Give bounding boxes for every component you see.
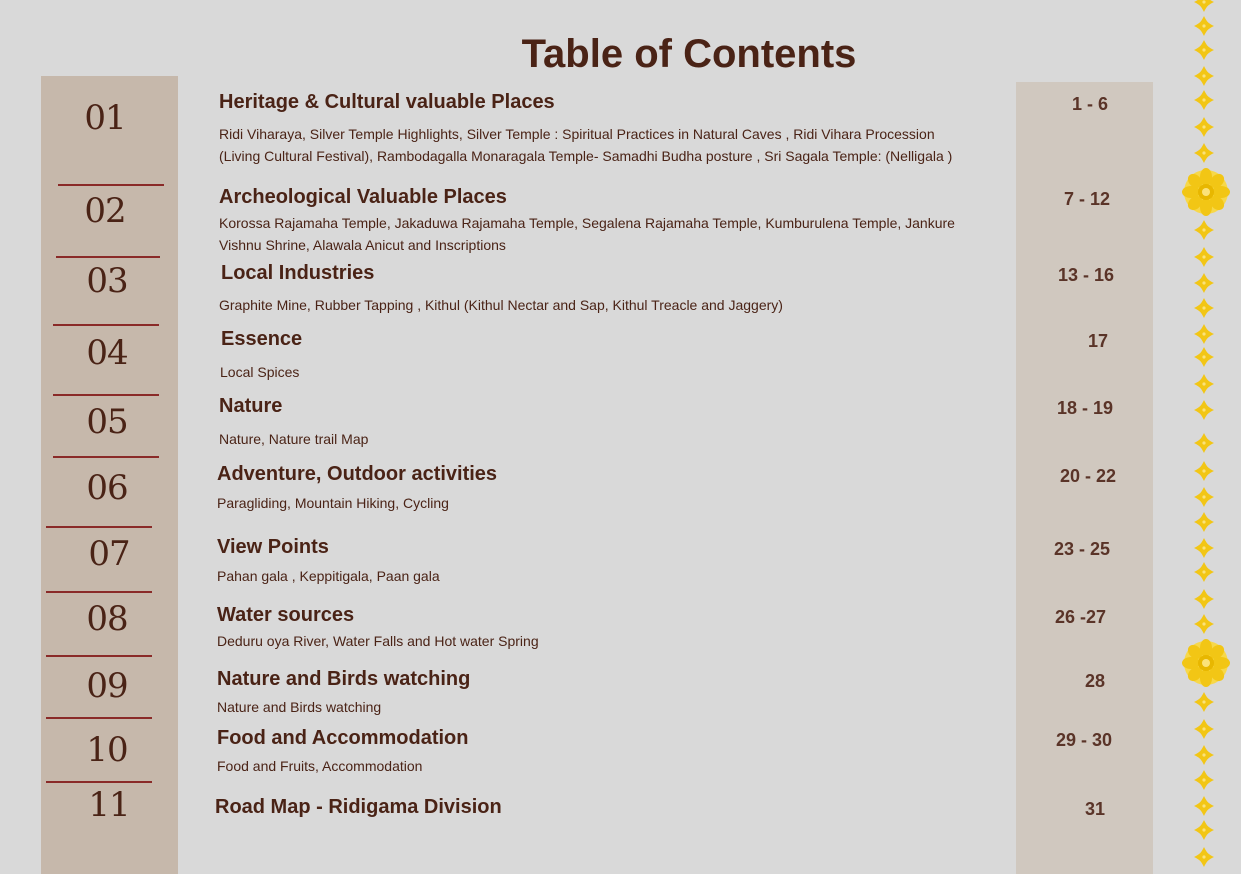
entry-description-01: Ridi Viharaya, Silver Temple Highlights, Silver Temple : Spiritual Practices in Natural Caves , Ridi Vihara Procession (Living Cultural Festival), Rambodagalla Monaragala Temple- Samadhi Budha posture , Sri Sagala Temple: (Nelligala ) bbox=[219, 126, 953, 164]
page-range-03: 13 - 16 bbox=[1058, 265, 1115, 285]
page-range-01: 1 - 6 bbox=[1072, 94, 1109, 114]
entry-title-01: Heritage & Cultural valuable Places bbox=[219, 91, 555, 113]
page-range-08: 26 -27 bbox=[1055, 607, 1107, 627]
entry-description-03: Graphite Mine, Rubber Tapping , Kithul (Kithul Nectar and Sap, Kithul Treacle and Jaggery) bbox=[219, 297, 783, 313]
page-range-09: 28 bbox=[1085, 671, 1106, 691]
page-range-04: 17 bbox=[1088, 331, 1109, 351]
entry-title-05: Nature bbox=[219, 395, 283, 417]
entry-description-04: Local Spices bbox=[220, 364, 300, 380]
section-number-06: 06 bbox=[86, 468, 128, 508]
page-range-02: 7 - 12 bbox=[1064, 189, 1111, 209]
section-number-05: 05 bbox=[86, 402, 128, 442]
entry-title-04: Essence bbox=[221, 328, 303, 350]
section-number-04: 04 bbox=[86, 333, 128, 373]
divider bbox=[53, 394, 159, 396]
divider bbox=[56, 256, 160, 258]
divider bbox=[53, 456, 159, 458]
section-number-02: 02 bbox=[84, 191, 126, 231]
section-number-03: 03 bbox=[86, 261, 128, 301]
section-number-09: 09 bbox=[86, 666, 128, 706]
entry-description-09: Nature and Birds watching bbox=[217, 699, 382, 715]
entry-title-10: Food and Accommodation bbox=[217, 727, 469, 749]
entry-description-07: Pahan gala , Keppitigala, Paan gala bbox=[217, 568, 440, 584]
entry-title-06: Adventure, Outdoor activities bbox=[217, 463, 498, 485]
floral-border-ornament bbox=[1180, 0, 1230, 874]
entry-description-10: Food and Fruits, Accommodation bbox=[217, 758, 423, 774]
entry-description-02: Korossa Rajamaha Temple, Jakaduwa Rajamaha Temple, Segalena Rajamaha Temple, Kumburulena Temple, Jankure Vishnu Shrine, Alawala Anicut and Inscriptions bbox=[219, 215, 955, 253]
divider bbox=[58, 184, 164, 186]
divider bbox=[46, 526, 152, 528]
divider bbox=[53, 324, 159, 326]
section-number-11: 11 bbox=[88, 785, 130, 825]
section-number-10: 10 bbox=[86, 730, 128, 770]
entry-description-05: Nature, Nature trail Map bbox=[219, 431, 369, 447]
page-range-10: 29 - 30 bbox=[1056, 730, 1113, 750]
divider bbox=[46, 781, 152, 783]
entry-description-06: Paragliding, Mountain Hiking, Cycling bbox=[217, 495, 449, 511]
page-title: Table of Contents bbox=[521, 32, 857, 76]
page-range-05: 18 - 19 bbox=[1057, 398, 1114, 418]
page-range-11: 31 bbox=[1085, 799, 1106, 819]
divider bbox=[46, 655, 152, 657]
section-number-07: 07 bbox=[88, 534, 130, 574]
entry-title-11: Road Map - Ridigama Division bbox=[215, 796, 502, 818]
entry-title-03: Local Industries bbox=[221, 262, 375, 284]
section-number-08: 08 bbox=[86, 599, 128, 639]
entry-title-09: Nature and Birds watching bbox=[217, 668, 471, 690]
divider bbox=[46, 717, 152, 719]
entry-title-02: Archeological Valuable Places bbox=[219, 186, 507, 208]
divider bbox=[46, 591, 152, 593]
entry-title-08: Water sources bbox=[217, 604, 355, 626]
section-number-01: 01 bbox=[84, 98, 126, 138]
entry-title-07: View Points bbox=[217, 536, 329, 558]
page-range-07: 23 - 25 bbox=[1054, 539, 1111, 559]
page-range-06: 20 - 22 bbox=[1060, 466, 1117, 486]
entry-description-08: Deduru oya River, Water Falls and Hot water Spring bbox=[217, 633, 539, 649]
